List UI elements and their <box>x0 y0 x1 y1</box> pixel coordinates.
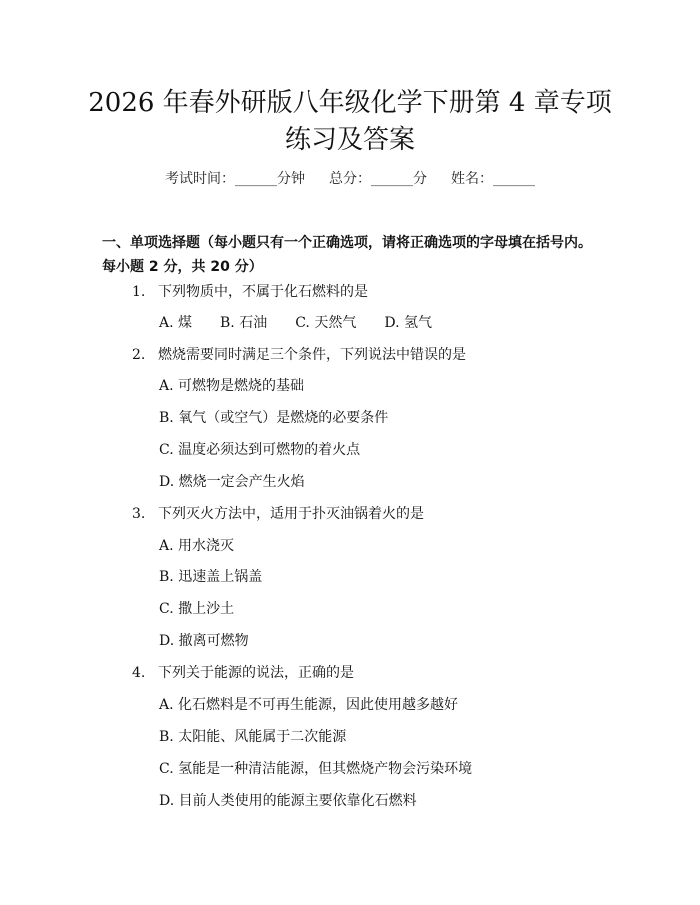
option-b: B. 氧气（或空气）是燃烧的必要条件 <box>159 410 389 426</box>
question-number: 3. <box>132 506 146 522</box>
option-c: C. 温度必须达到可燃物的着火点 <box>159 442 361 458</box>
option-d: D. 目前人类使用的能源主要依靠化石燃料 <box>159 793 417 809</box>
option-c: C. 天然气 <box>295 315 357 331</box>
option-d: D. 氢气 <box>384 315 432 331</box>
document-title-line1: 2026 年春外研版八年级化学下册第 4 章专项 <box>88 88 612 118</box>
document-title-line2: 练习及答案 <box>284 125 415 155</box>
option-d: D. 燃烧一定会产生火焰 <box>159 474 305 490</box>
question-1-options <box>159 313 460 333</box>
exam-student-name: 姓名：______ <box>451 171 535 187</box>
question-text: 下列物质中，不属于化石燃料的是 <box>158 284 368 300</box>
option-a: A. 用水浇灭 <box>159 538 235 554</box>
option-d: D. 撤离可燃物 <box>159 633 249 649</box>
option-b: B. 太阳能、风能属于二次能源 <box>159 729 347 745</box>
exam-time: 考试时间：______分钟 <box>165 171 305 187</box>
question-text: 下列灭火方法中，适用于扑灭油锅着火的是 <box>158 506 424 522</box>
option-a: A. 煤 <box>159 315 193 331</box>
exam-info <box>0 168 700 188</box>
section-heading-line2: 每小题 2 分，共 20 分） <box>102 259 263 275</box>
option-a: A. 可燃物是燃烧的基础 <box>159 378 305 394</box>
question-number: 4. <box>132 665 146 681</box>
question-number: 1. <box>132 284 146 300</box>
option-b: B. 迅速盖上锅盖 <box>159 569 263 585</box>
question-number: 2. <box>132 347 146 363</box>
option-c: C. 氢能是一种清洁能源，但其燃烧产物会污染环境 <box>159 761 473 777</box>
question-text: 下列关于能源的说法，正确的是 <box>158 665 354 681</box>
option-c: C. 撒上沙土 <box>159 601 235 617</box>
option-a: A. 化石燃料是不可再生能源，因此使用越多越好 <box>159 697 459 713</box>
option-b: B. 石油 <box>220 315 268 331</box>
section-heading-line1: 一、单项选择题（每小题只有一个正确选项，请将正确选项的字母填在括号内。 <box>102 235 592 251</box>
exam-total-score: 总分：______分 <box>329 171 427 187</box>
question-text: 燃烧需要同时满足三个条件，下列说法中错误的是 <box>158 347 466 363</box>
